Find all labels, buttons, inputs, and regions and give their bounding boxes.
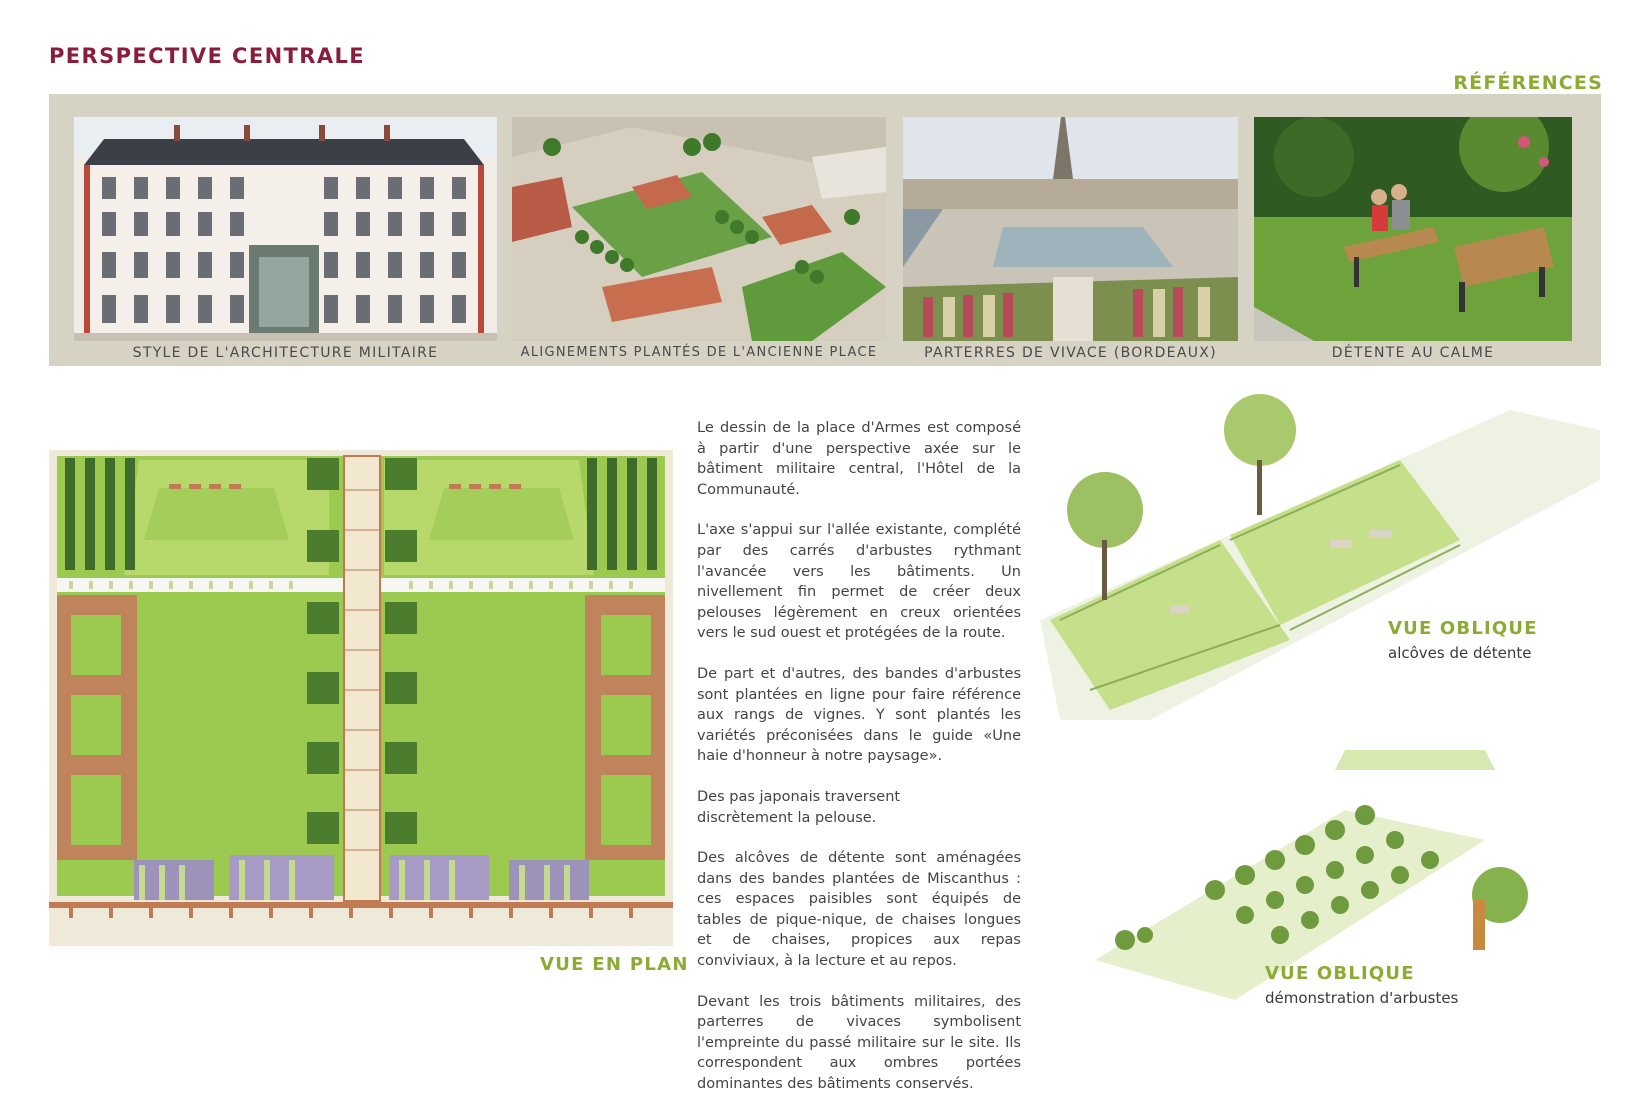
reference-photo-bordeaux	[903, 117, 1238, 341]
reference-caption: STYLE DE L'ARCHITECTURE MILITAIRE	[132, 345, 439, 361]
oblique-view-relaxation-drawing	[1030, 390, 1600, 750]
reference-caption: DÉTENTE AU CALME	[1331, 345, 1495, 361]
reference-photo-relaxation	[1254, 117, 1572, 341]
reference-photo-aerial-view	[512, 117, 886, 341]
reference-photo-military-building	[74, 117, 497, 341]
plan-view-drawing	[49, 450, 673, 946]
reference-caption: ALIGNEMENTS PLANTÉS DE L'ANCIENNE PLACE	[520, 345, 878, 360]
oblique-view-label: VUE OBLIQUE	[1265, 963, 1415, 984]
paragraph: L'axe s'appui sur l'allée existante, complété par des carrés d'arbustes rythmant l'avancée vers les bâtiments. Un nivellement fin permet de créer deux pelouses légèrement en creux orientées vers le sud ouest et protégées de la route.	[697, 522, 1021, 642]
paragraph: Des alcôves de détente sont aménagées dans des bandes plantées de Miscanthus : ces espaces paisibles sont équipés de tables de pique-nique, de chaises longues et de chaises, propices aux repas conviviaux, à la lecture et au repos.	[697, 850, 1021, 970]
oblique-view-subtitle: démonstration d'arbustes	[1265, 989, 1459, 1007]
plan-view-label: VUE EN PLAN	[540, 954, 689, 975]
references-title: RÉFÉRENCES	[1453, 72, 1603, 94]
reference-caption: PARTERRES DE VIVACE (BORDEAUX)	[924, 345, 1217, 361]
paragraph: Devant les trois bâtiments militaires, des parterres de vivaces symbolisent l'empreinte du passé militaire sur le site. Ils correspondent aux ombres portées dominantes des bâtiments conservés.	[697, 993, 1021, 1093]
paragraph: Le dessin de la place d'Armes est composé à partir d'une perspective axée sur le bâtiment militaire central, l'Hôtel de la Communauté.	[697, 420, 1021, 498]
oblique-view-label: VUE OBLIQUE	[1388, 618, 1538, 639]
description-text	[697, 418, 1021, 1115]
page-title: PERSPECTIVE CENTRALE	[49, 44, 366, 68]
oblique-view-shrubs-drawing	[1095, 730, 1555, 1000]
paragraph: De part et d'autres, des bandes d'arbustes sont plantées en ligne pour faire référence aux rangs de vignes. Y sont plantés les variétés préconisées dans le guide «Une haie d'honneur à notre paysage».	[697, 665, 1021, 765]
paragraph: Des pas japonais traversent discrètement la pelouse.	[697, 788, 901, 826]
oblique-view-subtitle: alcôves de détente	[1388, 644, 1532, 662]
